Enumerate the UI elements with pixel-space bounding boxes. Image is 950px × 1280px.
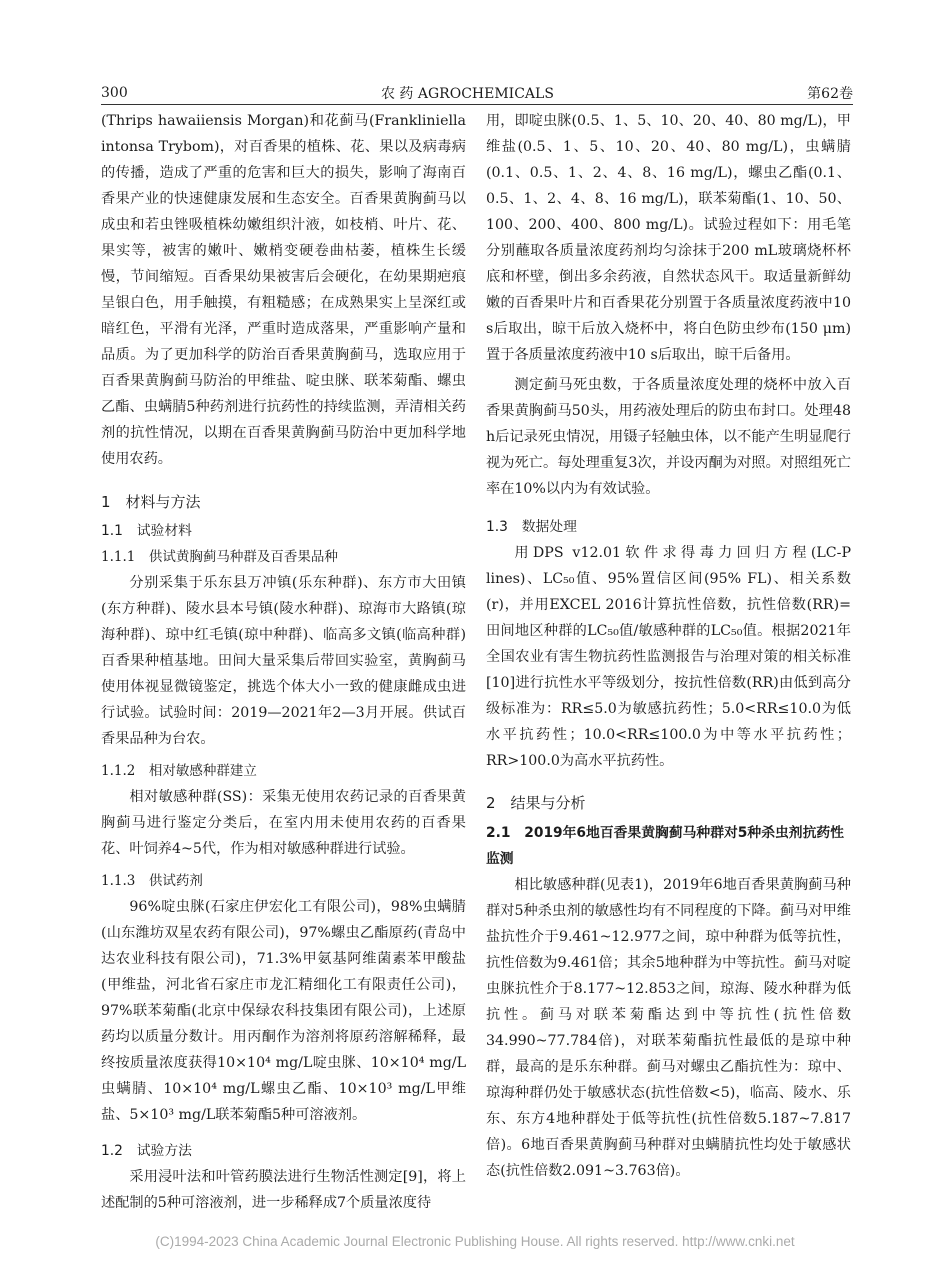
section-1-1-heading: 1.1 试验材料 — [101, 523, 192, 539]
left-column — [101, 108, 466, 1216]
right-column — [486, 108, 851, 1184]
intro-paragraph: (Thrips hawaiiensis Morgan)和花蓟马(Frankliniella intonsa Trybom)，对百香果的植株、花、果以及病毒病的传播，造成了严重的危害和巨大的损失，影响了海南百香果产业的快速健康发展和生态安全。百香果黄胸蓟马以成虫和若虫锉吸植株幼嫩组织汁液，如枝梢、叶片、花、果实等，被害的嫩叶、嫩梢变硬卷曲枯萎，植株生长缓慢，节间缩短。百香果幼果被害后会硬化，在幼果期疤痕呈银白色，用手触摸，有粗糙感；在成熟果实上呈深红或暗红色，平滑有光泽，严重时造成落果，严重影响产量和品质。为了更加科学的防治百香果黄胸蓟马，选取应用于百香果黄胸蓟马防治的甲维盐、啶虫脒、联苯菊酯、螺虫乙酯、虫螨腈5种药剂进行抗药性的持续监测，弄清相关药剂的抗性情况，以期在百香果黄胸蓟马防治中更加科学地使用农药。 — [101, 113, 466, 467]
header-rule — [101, 104, 853, 105]
section-1-1-2-text: 相对敏感种群(SS)：采集无使用农药记录的百香果黄胸蓟马进行鉴定分类后，在室内用未使用农药的百香果花、叶饲养4~5代，作为相对敏感种群进行试验。 — [101, 789, 466, 857]
section-2-1-text: 相比敏感种群(见表1)，2019年6地百香果黄胸蓟马种群对5种杀虫剂的敏感性均有不同程度的下降。蓟马对甲维盐抗性介于9.461~12.977之间，琼中种群为低等抗性，抗性倍数为9.461倍；其余5地种群为中等抗性。蓟马对啶虫脒抗性介于8.177~12.853之间，琼海、陵水种群为低抗性。蓟马对联苯菊酯达到中等抗性(抗性倍数34.990~77.784倍)，对联苯菊酯抗性最低的是琼中种群，最高的是乐东种群。蓟马对螺虫乙酯抗性为：琼中、琼海种群仍处于敏感状态(抗性倍数<5)，临高、陵水、乐东、东方4地种群处于低等抗性(抗性倍数5.187~7.817倍)。6地百香果黄胸蓟马种群对虫螨腈抗性均处于敏感状态(抗性倍数2.091~3.763倍)。 — [486, 877, 851, 1179]
volume-label: 第62卷 — [807, 86, 853, 102]
section-2-heading: 2 结果与分析 — [486, 794, 586, 812]
section-1-1-3-heading: 1.1.3 供试药剂 — [101, 873, 203, 889]
section-1-2-continued: 用，即啶虫脒(0.5、1、5、10、20、40、80 mg/L)，甲维盐(0.5、1、5、10、20、40、80 mg/L)，虫螨腈(0.1、0.5、1、2、4、8、16 mg/L)，螺虫乙酯(0.1、0.5、1、2、4、8、16 mg/L)，联苯菊酯(1、10、50、100、200、400、800 mg/L)。试验过程如下：用毛笔分别蘸取各质量浓度药剂均匀涂抹于200 mL玻璃烧杯杯底和杯壁，倒出多余药液，自然状态风干。取适量新鲜幼嫩的百香果叶片和百香果花分别置于各质量浓度药液中10 s后取出，晾干后放入烧杯中，将白色防虫纱布(150 μm)置于各质量浓度药液中10 s后取出，晾干后备用。 — [486, 113, 851, 363]
section-1-heading: 1 材料与方法 — [101, 493, 201, 511]
journal-name: 农 药 AGROCHEMICALS — [380, 86, 554, 102]
page-number: 300 — [101, 85, 128, 101]
section-1-1-1-text: 分别采集于乐东县万冲镇(乐东种群)、东方市大田镇(东方种群)、陵水县本号镇(陵水种群)、琼海市大路镇(琼海种群)、琼中红毛镇(琼中种群)、临高多文镇(临高种群)百香果种植基地。田间大量采集后带回实验室，黄胸蓟马使用体视显微镜鉴定，挑选个体大小一致的健康雌成虫进行试验。试验时间：2019—2021年2—3月开展。供试百香果品种为台农。 — [101, 575, 466, 747]
section-1-2-text-2: 测定蓟马死虫数，于各质量浓度处理的烧杯中放入百香果黄胸蓟马50头，用药液处理后的防虫布封口。处理48 h后记录死虫情况，用镊子轻触虫体，以不能产生明显爬行视为死亡。每处理重复3次，并设丙酮为对照。对照组死亡率在10%以内为有效试验。 — [486, 377, 851, 497]
section-1-1-1-heading: 1.1.1 供试黄胸蓟马种群及百香果品种 — [101, 549, 338, 565]
copyright-footer: (C)1994-2023 China Academic Journal Electronic Publishing House. All rights reserved. http://www.cnki.net — [155, 1234, 795, 1249]
section-1-3-heading: 1.3 数据处理 — [486, 519, 577, 535]
section-1-2-text: 采用浸叶法和叶管药膜法进行生物活性测定[9]，将上述配制的5种可溶液剂，进一步稀释成7个质量浓度待 — [101, 1169, 466, 1211]
section-1-2-heading: 1.2 试验方法 — [101, 1143, 192, 1159]
section-1-3-text: 用DPS v12.01软件求得毒力回归方程(LC-P lines)、LC₅₀值、95%置信区间(95% FL)、相关系数(r)，并用EXCEL 2016计算抗性倍数，抗性倍数(RR)=田间地区种群的LC₅₀值/敏感种群的LC₅₀值。根据2021年全国农业有害生物抗药性监测报告与治理对策的相关标准[10]进行抗性水平等级划分，按抗性倍数(RR)由低到高分级标准为：RR≤5.0为敏感抗药性；5.0<RR≤10.0为低水平抗药性；10.0<RR≤100.0为中等水平抗药性；RR>100.0为高水平抗药性。 — [486, 545, 851, 769]
running-header — [101, 82, 853, 104]
section-1-1-3-text: 96%啶虫脒(石家庄伊宏化工有限公司)，98%虫螨腈(山东潍坊双星农药有限公司)，97%螺虫乙酯原药(青岛中达农业科技有限公司)，71.3%甲氨基阿维菌素苯甲酸盐(甲维盐，河北省石家庄市龙汇精细化工有限责任公司)，97%联苯菊酯(北京中保绿农科技集团有限公司)，上述原药均以质量分数计。用丙酮作为溶剂将原药溶解稀释，最终按质量浓度获得10×10⁴ mg/L啶虫脒、10×10⁴ mg/L虫螨腈、10×10⁴ mg/L螺虫乙酯、10×10³ mg/L甲维盐、5×10³ mg/L联苯菊酯5种可溶液剂。 — [101, 899, 466, 1123]
section-2-1-heading: 2.1 2019年6地百香果黄胸蓟马种群对5种杀虫剂抗药性监测 — [486, 825, 844, 867]
section-1-1-2-heading: 1.1.2 相对敏感种群建立 — [101, 763, 257, 779]
